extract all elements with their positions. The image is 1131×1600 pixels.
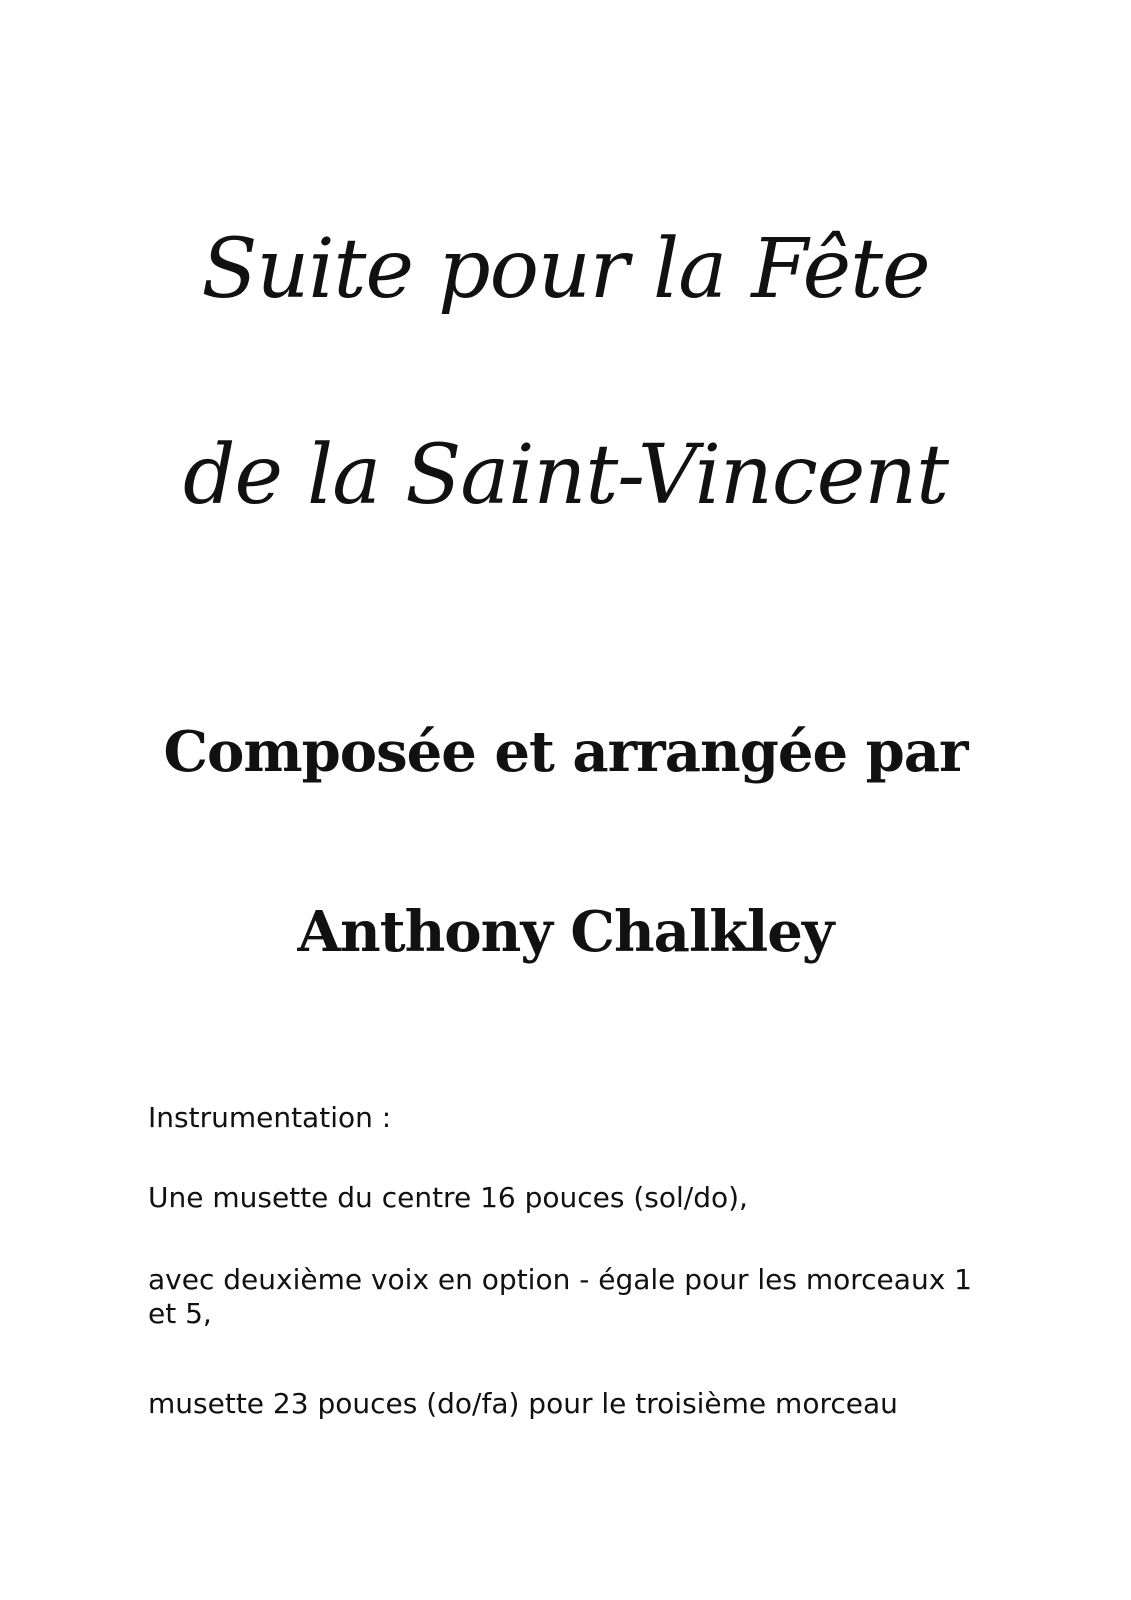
- instrumentation-line: Une musette du centre 16 pouces (sol/do),: [148, 1181, 748, 1214]
- title-line-1: Suite pour la Fête: [201, 222, 930, 317]
- instrumentation-line: avec deuxième voix en option - égale pour les morceaux 1 et 5,: [148, 1263, 972, 1330]
- credit-line-composed-by: Composée et arrangée par: [163, 719, 968, 785]
- title-line-2: de la Saint-Vincent: [182, 428, 949, 523]
- instrumentation-heading: Instrumentation :: [148, 1101, 392, 1134]
- composer-name: Anthony Chalkley: [297, 899, 834, 965]
- instrumentation-line: musette 23 pouces (do/fa) pour le troisième morceau: [148, 1387, 898, 1420]
